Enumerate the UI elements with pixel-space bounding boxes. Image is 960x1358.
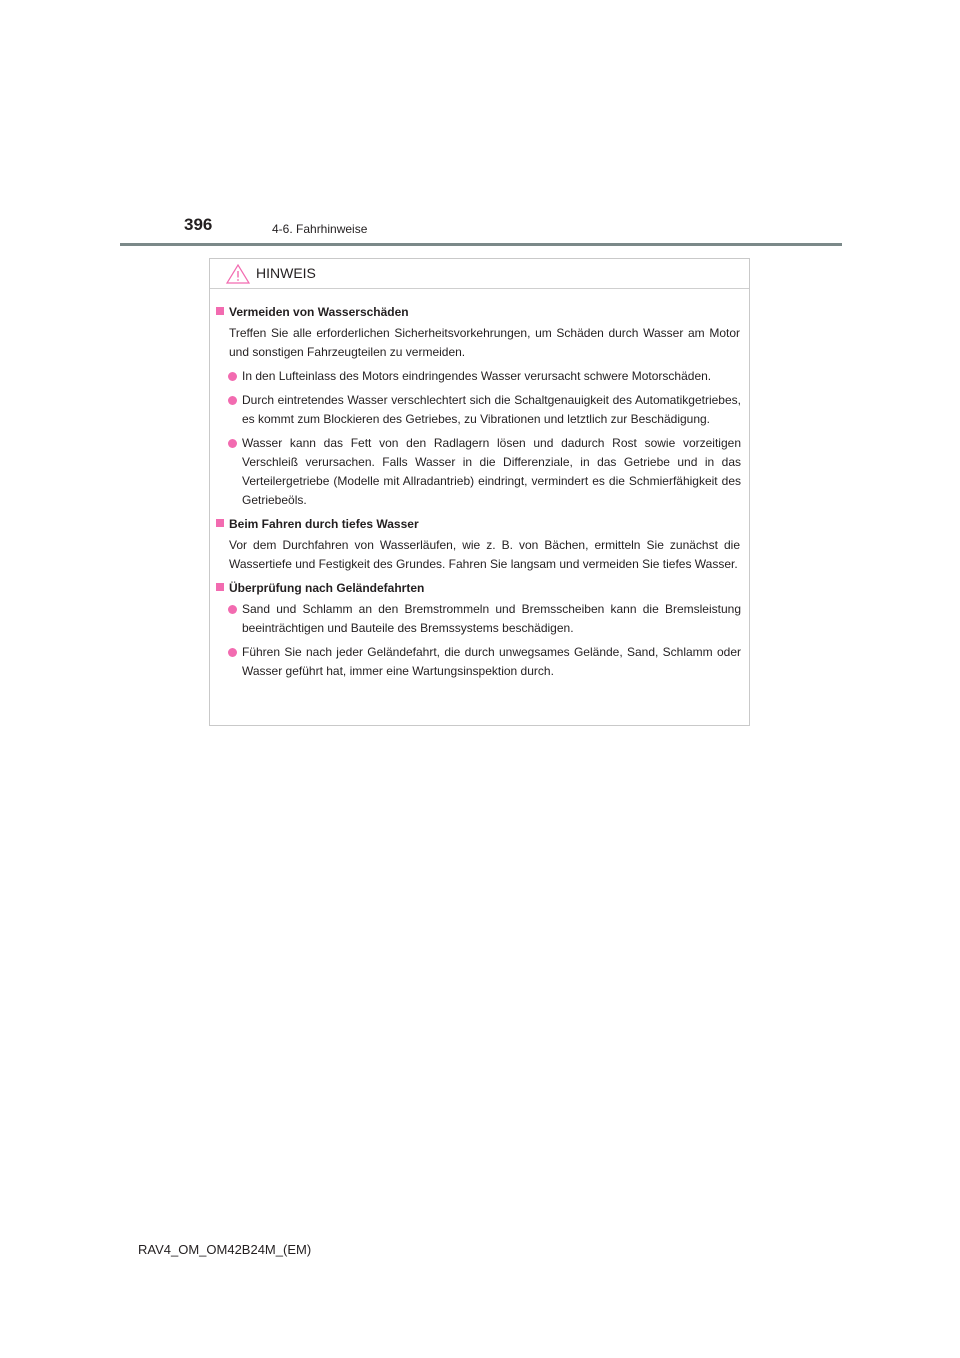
section-heading: Überprüfung nach Geländefahrten [210,579,749,597]
section-offroad-check [210,579,749,681]
list-item: Wasser kann das Fett von den Radlagern lösen und dadurch Rost sowie vorzeitigen Verschleiß verursachen. Falls Wasser in die Differenziale, in das Getriebe und in das Verteilergetriebe (Modelle mit Allradantrieb) eindringt, vermindert es die Schmierfähigkeit des Getriebeöls. [210,434,749,510]
section-water-damage [210,303,749,510]
notice-box [209,258,750,726]
round-bullet-icon [228,396,237,405]
section-deep-water [210,515,749,574]
round-bullet-icon [228,605,237,614]
section-label: 4-6. Fahrhinweise [272,222,368,236]
notice-header [210,259,749,289]
square-bullet-icon [216,307,224,315]
section-intro: Vor dem Durchfahren von Wasserläufen, wie z. B. von Bächen, ermitteln Sie zunächst die Wassertiefe und Festigkeit des Grundes. Fahren Sie langsam und vermeiden Sie tiefes Wasser. [229,538,740,571]
list-item: Durch eintretendes Wasser verschlechtert sich die Schaltgenauigkeit des Automatikgetriebes, es kommt zum Blockieren des Getriebes, zu Vibrationen und letztlich zur Beschädigung. [210,391,749,429]
page-number: 396 [184,215,213,234]
square-bullet-icon [216,583,224,591]
warning-triangle-icon [226,264,250,284]
notice-title: HINWEIS [256,265,316,281]
list-item: In den Lufteinlass des Motors eindringendes Wasser verursacht schwere Motorschäden. [210,367,749,386]
section-heading: Beim Fahren durch tiefes Wasser [210,515,749,533]
section-intro: Treffen Sie alle erforderlichen Sicherheitsvorkehrungen, um Schäden durch Wasser am Motor und sonstigen Fahrzeugteilen zu vermeiden. [229,326,740,359]
round-bullet-icon [228,372,237,381]
header-rule [120,243,842,246]
round-bullet-icon [228,648,237,657]
square-bullet-icon [216,519,224,527]
section-heading: Vermeiden von Wasserschäden [210,303,749,321]
round-bullet-icon [228,439,237,448]
list-item: Sand und Schlamm an den Bremstrommeln und Bremsscheiben kann die Bremsleistung beeinträchtigen und Bauteile des Bremssystems beschädigen. [210,600,749,638]
list-item: Führen Sie nach jeder Geländefahrt, die durch unwegsames Gelände, Sand, Schlamm oder Wasser geführt hat, immer eine Wartungsinspektion durch. [210,643,749,681]
notice-content [210,303,749,686]
document-code: RAV4_OM_OM42B24M_(EM) [138,1242,312,1257]
